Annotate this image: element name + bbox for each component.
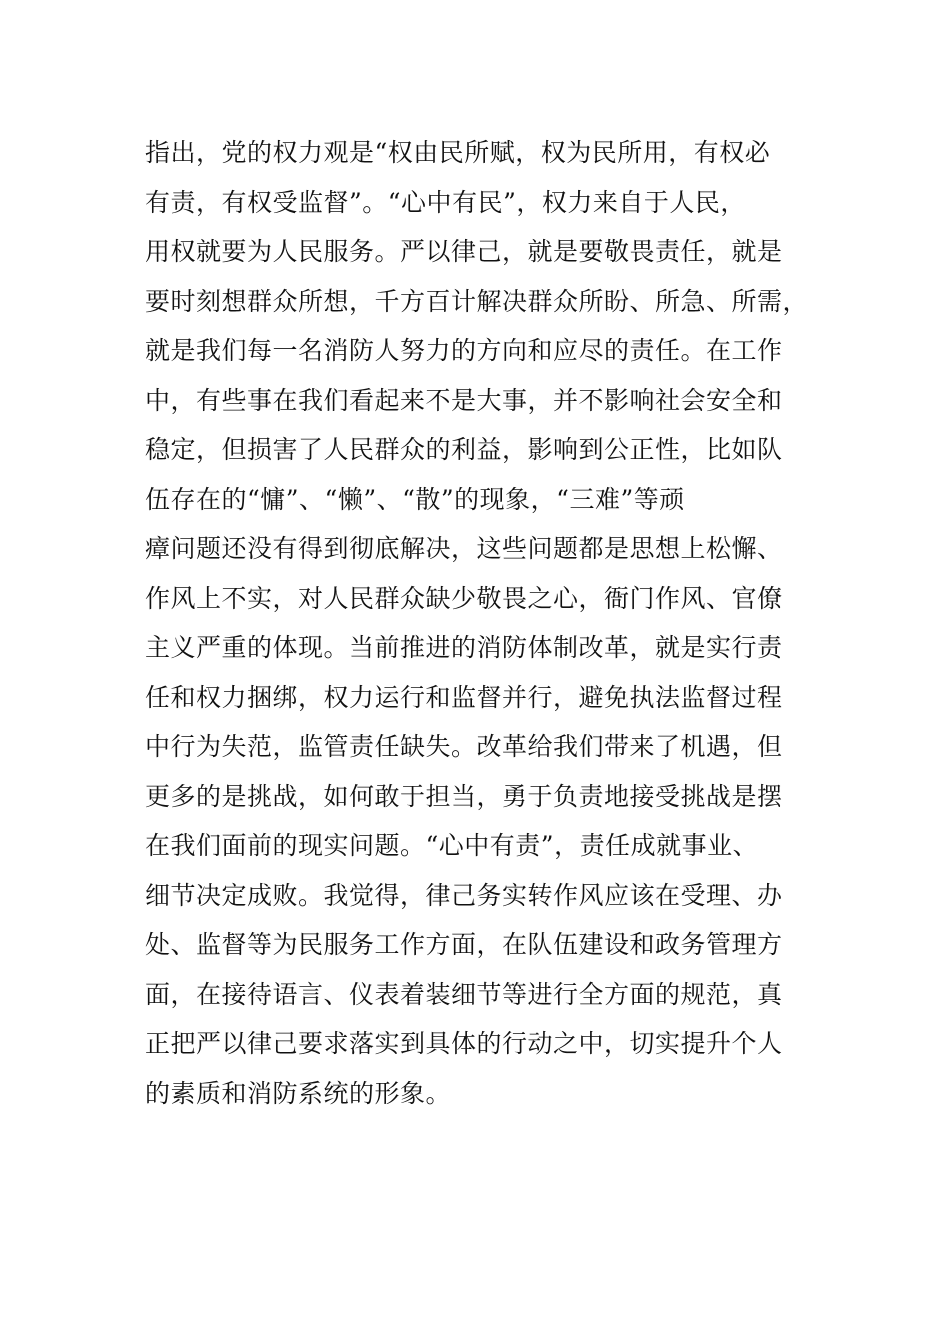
text-line: 指出，党的权力观是“权由民所赋，权为民所用，有权必 [145,138,771,167]
text-line: 作风上不实，对人民群众缺少敬畏之心，衙门作风、官僚 [145,583,783,613]
text-line: 正把严以律己要求落实到具体的行动之中，切实提升个人 [145,1029,783,1058]
text-line: 处、监督等为民服务工作方面，在队伍建设和政务管理方 [145,930,783,959]
text-line: 要时刻想群众所想，千方百计解决群众所盼、所急、所需， [145,286,809,316]
text-line: 就是我们每一名消防人努力的方向和应尽的责任。在工作 [145,336,783,365]
body-paragraph [145,128,809,1118]
text-line: 中，有些事在我们看起来不是大事，并不影响社会安全和 [145,385,783,415]
text-line: 细节决定成败。我觉得，律己务实转作风应该在受理、办 [145,880,783,910]
text-line: 中行为失范，监管责任缺失。改革给我们带来了机遇，但 [145,732,783,761]
text-line: 瘴问题还没有得到彻底解决，这些问题都是思想上松懈、 [145,534,783,563]
text-line: 稳定，但损害了人民群众的利益，影响到公正性，比如队 [145,435,783,464]
text-line: 在我们面前的现实问题。“心中有责”，责任成就事业、 [145,831,759,860]
text-line: 面，在接待语言、仪表着装细节等进行全方面的规范，真 [145,979,783,1009]
text-line: 伍存在的“慵”、“懒”、“散”的现象，“三难”等顽 [145,484,685,514]
text-line: 有责，有权受监督”。“心中有民”，权力来自于人民， [145,187,746,217]
text-line: 主义严重的体现。当前推进的消防体制改革，就是实行责 [145,633,783,662]
text-line: 任和权力捆绑，权力运行和监督并行，避免执法监督过程 [145,682,783,712]
text-line: 用权就要为人民服务。严以律己，就是要敬畏责任，就是 [145,237,783,266]
text-line: 的素质和消防系统的形象。 [145,1078,452,1108]
text-line: 更多的是挑战，如何敢于担当，勇于负责地接受挑战是摆 [145,781,783,811]
